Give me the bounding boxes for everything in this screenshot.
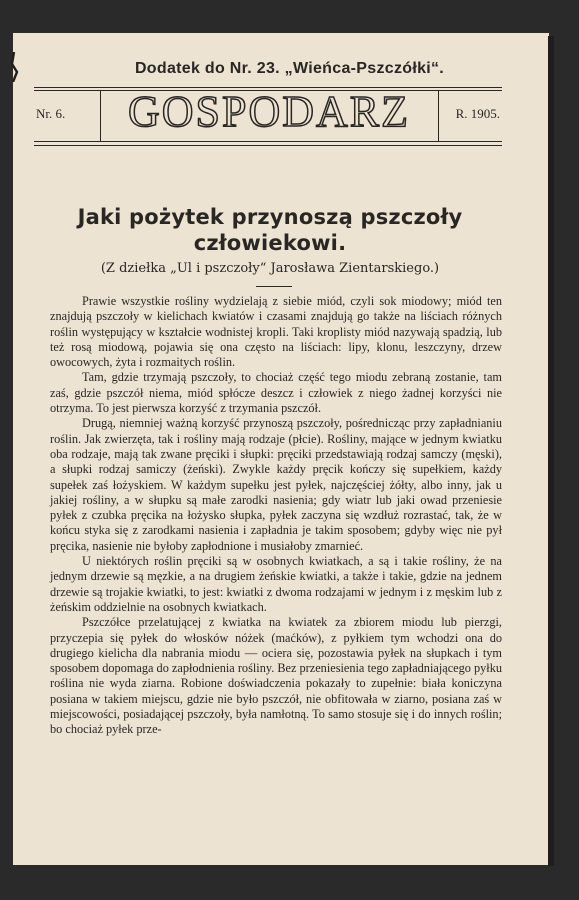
title-divider [256,286,292,287]
supplement-line: Dodatek do Nr. 23. „Wieńca-Pszczółki“. [134,60,445,77]
page-edge-shadow [548,36,554,866]
paragraph: Pszczółce przelatującej z kwiatka na kwiatek za zbiorem miodu lub pierzgi, przyczepia się pyłek do włosków nóżek (maćków), z pyłkiem tym wchodzi ona do drugiego kielicha dla nabrania miodu — ociera się, pozostawia pyłek na słupkach i tym sposobem dopomaga do zapłodnienia rośliny. Bez przeniesienia tego zapładniającego pyłku roślina nie wyda ziarna. Robione doświadczenia pokazały to zupełnie: biała koniczyna posiana w takiem miejscu, gdzie nie było pszczół, nie obfitowała w ziarno, posiana zaś w miejscowości, posiadającej pszczoły, była namłotną. To samo stosuje się i do innych roślin; bo chociaż pyłek prze- [50,615,502,737]
paragraph: Tam, gdzie trzymają pszczoły, to chociaż część tego miodu zebraną zostanie, tam zaś, gdzie pszczół niema, miód spłócze deszcz i człowiek z niego żadnej korzyści nie otrzyma. To jest pierwsza korzyść z trzymania pszczół. [50,370,502,416]
paragraph: Prawie wszystkie rośliny wydzielają z siebie miód, czyli sok miodowy; miód ten znajdują pszczoły w kielichach kwiatów i czasami znajdują go także na liściach różnych roślin występujący w kształcie wodnistej kropli. Taki kroplisty miód nazywają spadzią, lub też rosą miodową, pojawia się ona często na liściach: lipy, klonu, leszczyny, drzew owocowych, żyta i rozmaitych roślin. [50,294,502,370]
masthead [34,84,502,146]
article-body [50,294,502,738]
paragraph: U niektórych roślin pręciki są w osobnych kwiatkach, a są i takie rośliny, że na jednym drzewie są męzkie, a na drugiem żeńskie kwiatki, a także i takie, gdzie na jednem drzewie są trojakie kwiatki, to jest: kwiatki z dwoma rodzajami w jednym i z męskim lub z żeńskim oddzielnie na osobnych kwiatkach. [50,554,502,614]
issue-number: Nr. 6. [36,106,66,121]
paragraph: Drugą, niemniej ważną korzyść przynoszą pszczoły, pośrednicząc przy zapładnianiu roślin. Jak zwierzęta, tak i rośliny mają rodzaje (płcie). Rośliny, mające w jednym kwiatku oba rodzaje, mają tak zwane pręciki i słupki: pręciki przedstawiają rodzaj samczy (męski), a słupki rodzaj samiczy (żeński). Zwykle każdy pręcik kończy się supełkiem, każdy supełek zaś łożyskiem. W każdym supełku jest pyłek, najczęściej żółty, albo inny, jak u jakiej rośliny, a w słupku są małe zarodki nasienia; gdy wiatr lub jaki owad przeniesie pyłek z czubka pręcika na łożysko słupka, pyłek zaczyna się wzdłuż rozrastać, tak, że w końcu styka się z zarodkami nasienia i zapładnia je takim sposobem; gdyby więc nie pył pręcika, nasienie nie byłoby zapłodnione i musiałoby zmarnieć. [50,416,502,553]
issue-year: R. 1905. [455,106,500,121]
article-title: Jaki pożytek przynoszą pszczoły człowiekowi. [77,205,463,255]
newspaper-title: GOSPODARZ [127,87,411,136]
article-source: (Z dziełka „Ul i pszczoły“ Jarosława Zientarskiego.) [100,261,440,276]
